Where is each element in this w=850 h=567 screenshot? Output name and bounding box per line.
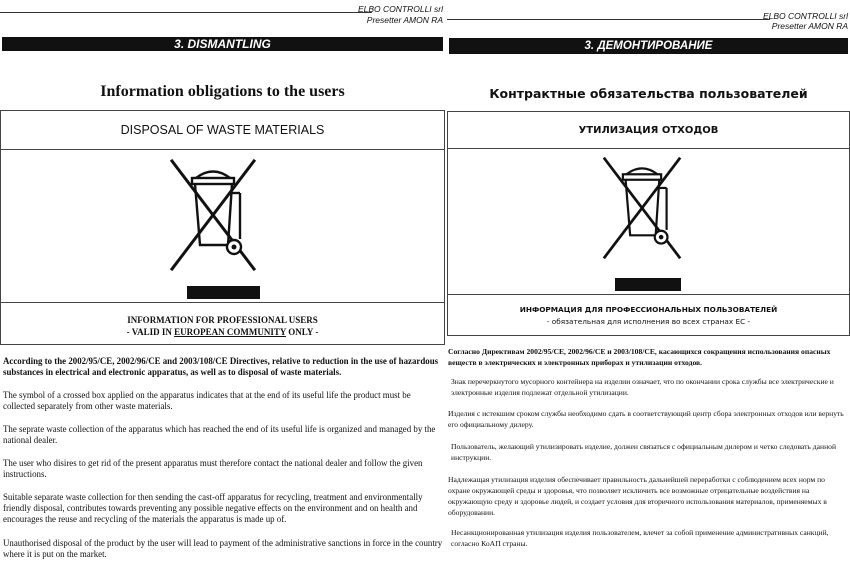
body-paragraph: Несанкционированная утилизация изделия пользователем, влечет за собой применение административных санкций, согласно КоАП страны. [451,528,829,548]
body-paragraph: The seprate waste collection of the apparatus which has reached the end of its useful life is organized and managed by the national dealer. [3,424,436,446]
body-paragraph: The user who disires to get rid of the present apparatus must therefore contact the national dealer and follow the given instructions. [3,458,423,480]
body-paragraph: Suitable separate waste collection for then sending the cast-off apparatus for recycling, treatment and environmentally friendly disposal, contributes towards preventing any possible negative effects on the environment and on health and encourages the reuse and recycling of the materials the apparatus is made up of. [3,492,423,525]
disposal-box [447,111,850,336]
weee-symbol-area [1,149,444,303]
body-paragraph: Надлежащая утилизация изделия обеспечивает правильность дальнейшей переработки с соблюдением всех норм по охране окружающей среды и здоровья, что позволяет исключить все возможные отрицательные воздействия на окружающую среду и здоровье людей, и создает условия для вторичного использования материалов, применяемых в оборудовании. [448,475,827,517]
body-paragraph: Unauthorised disposal of the product by the user will lead to payment of the administrative sanctions in force in the country where it is put on the market. [3,538,443,560]
body-paragraph: Знак перечеркнутого мусорного контейнера на изделии означает, что по окончании срока службы все электрические и электронные изделия подлежат отдельной утилизации. [451,377,834,397]
info-validity: - VALID IN EUROPEAN COMMUNITY ONLY - [126,327,319,337]
company-name: ELBO CONTROLLI srl [762,11,848,21]
section-header: 3. ДЕМОНТИРОВАНИЕ [449,38,848,54]
professional-info [448,294,849,335]
weee-bar [615,278,681,291]
weee-bar [187,286,260,299]
body-paragraph: Пользователь, желающий утилизировать изделие, должен связаться с официальным дилером и четко следовать данной инструкции. [451,442,837,462]
box-title: DISPOSAL OF WASTE MATERIALS [1,111,444,150]
body-paragraph: The symbol of a crossed box applied on the apparatus indicates that at the end of its useful life the product must be collected separately from other waste materials. [3,390,411,412]
info-validity: - обязательная для исполнения во всех странах ЕС - [546,317,751,326]
disposal-box [0,110,445,345]
russian-page [447,0,850,567]
european-community-label: EUROPEAN COMMUNITY [174,327,286,337]
crossed-bin-icon [168,157,258,273]
company-name: ELBO CONTROLLI srl [357,4,443,14]
body-paragraph: Изделия с истекшим сроком службы необходимо сдать в соответствующий центр сбора электронных отходов или вернуть его официальному дилеру. [448,409,844,429]
page-title: Information obligations to the users [100,83,345,100]
box-title: УТИЛИЗАЦИЯ ОТХОДОВ [448,112,849,149]
header-rule [447,19,770,20]
info-heading: ИНФОРМАЦИЯ ДЛЯ ПРОФЕССИОНАЛЬНЫХ ПОЛЬЗОВАТЕЛЕЙ [519,305,778,314]
crossed-bin-icon [601,154,683,262]
product-name: Presetter AMON RA [366,15,443,25]
product-name: Presetter AMON RA [771,21,848,31]
directive-paragraph: According to the 2002/95/CE, 2002/96/CE and 2003/108/CE Directives, relative to reduction in the use of hazardous substances in electrical and electronic apparatus, as well as to disposal of waste materials. [3,356,439,378]
section-header: 3. DISMANTLING [2,37,443,51]
page-title: Контрактные обязательства пользователей [489,86,808,101]
weee-symbol-area [448,148,849,295]
directive-paragraph: Согласно Директивам 2002/95/CE, 2002/96/CE и 2003/108/CE, касающихся сокращения использования опасных веществ в электрических и электронных приборах и утилизации отходов. [448,347,831,367]
professional-info [1,302,444,344]
header-rule [0,12,372,13]
info-heading: INFORMATION FOR PROFESSIONAL USERS [127,315,318,325]
